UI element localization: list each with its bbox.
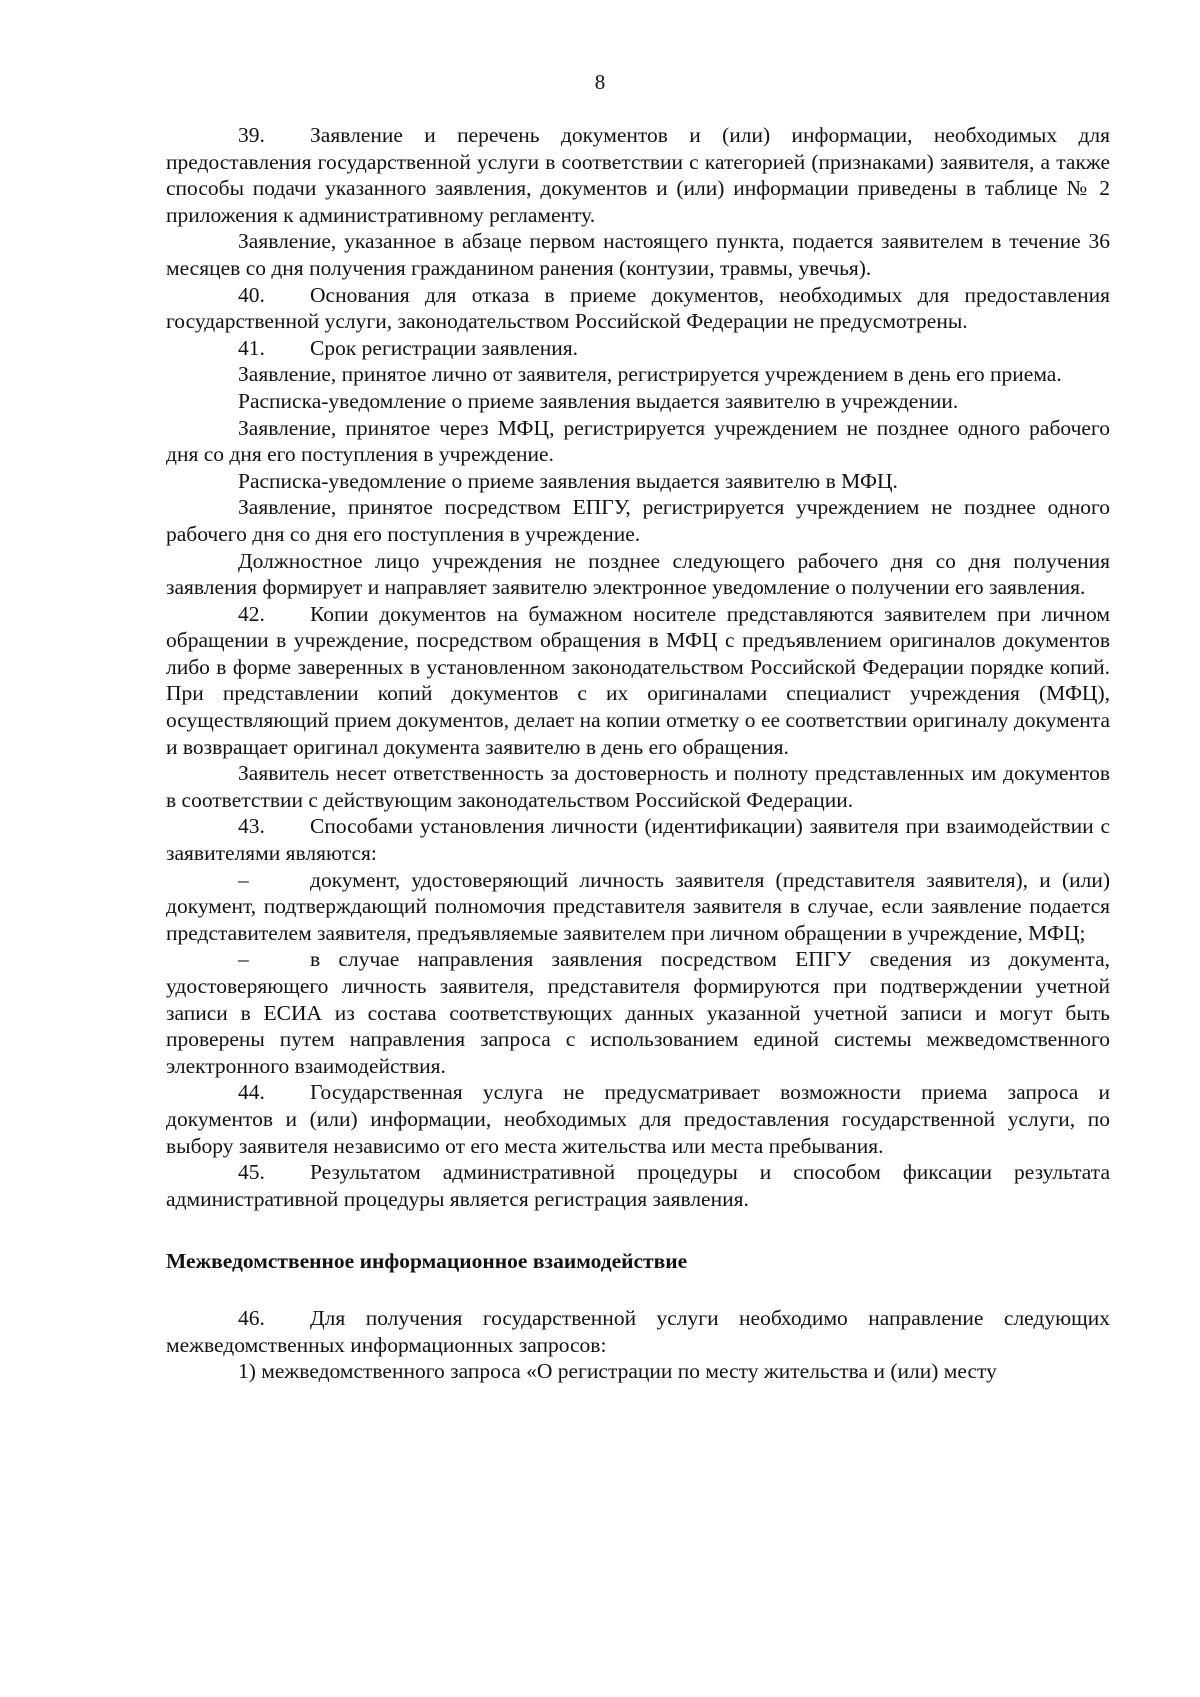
paragraph-44 xyxy=(166,1079,1110,1159)
paragraph-text: в случае направления заявления посредством ЕПГУ сведения из документа, удостоверяющего личность заявителя, представителя формируются при подтверждении учетной записи в ЕСИА из состава соответствующих данных указанной учетной записи и могут быть проверены путем направления запроса с использованием единой системы межведомственного электронного взаимодействия. xyxy=(166,947,1110,1078)
paragraph xyxy=(166,494,1110,547)
section-heading: Межведомственное информационное взаимодействие xyxy=(166,1249,688,1274)
item-number: 41. xyxy=(238,335,265,360)
paragraph xyxy=(166,228,1110,281)
list-item xyxy=(166,867,1110,947)
paragraph-40 xyxy=(166,282,1110,335)
paragraph-text: Должностное лицо учреждения не позднее следующего рабочего дня со дня получения заявления формирует и направляет заявителю электронное уведомление о получении его заявления. xyxy=(166,548,1110,600)
paragraph-45 xyxy=(166,1159,1110,1212)
paragraph-text: Заявление, принятое посредством ЕПГУ, регистрируется учреждением не позднее одного рабочего дня со дня его поступления в учреждение. xyxy=(166,495,1110,546)
item-number: 46. xyxy=(238,1305,265,1330)
paragraph-41 xyxy=(166,335,1110,362)
paragraph xyxy=(166,548,1110,601)
paragraph-39 xyxy=(166,122,1110,228)
paragraph-46 xyxy=(166,1305,1110,1358)
item-number: 42. xyxy=(238,601,265,626)
paragraph-text: Заявление и перечень документов и (или) информации, необходимых для предоставления государственной услуги в соответствии с категорией (признаками) заявителя, а также способы подачи указанного заявления, документов и (или) информации приведены в таблице № 2 приложения к административному регламенту. xyxy=(166,123,1110,227)
paragraph-text: Заявитель несет ответственность за достоверность и полноту представленных им документов в соответствии с действующим законодательством Российской Федерации. xyxy=(166,761,1110,812)
item-number: 44. xyxy=(238,1080,265,1105)
paragraph xyxy=(166,1358,1110,1385)
list-item xyxy=(166,946,1110,1079)
paragraph-text: Расписка-уведомление о приеме заявления выдается заявителю в учреждении. xyxy=(238,388,959,413)
paragraph xyxy=(166,468,1110,495)
paragraph-text: Способами установления личности (идентификации) заявителя при взаимодействии с заявителями являются: xyxy=(166,814,1110,866)
paragraph-text: Для получения государственной услуги необходимо направление следующих межведомственных информационных запросов: xyxy=(166,1305,1110,1357)
paragraph-text: Заявление, принятое лично от заявителя, регистрируется учреждением в день его приема. xyxy=(238,362,1062,387)
document-body xyxy=(166,122,1110,1385)
paragraph-text: Государственная услуга не предусматривает возможности приема запроса и документов и (или) информации, необходимых для предоставления государственной услуги, по выбору заявителя независимо от его места жительства или места пребывания. xyxy=(166,1080,1110,1158)
paragraph-text: Основания для отказа в приеме документов, необходимых для предоставления государственной услуги, законодательством Российской Федерации не предусмотрены. xyxy=(166,282,1110,334)
dash-marker: – xyxy=(238,867,249,892)
item-number: 40. xyxy=(238,282,265,307)
item-number: 39. xyxy=(238,123,265,147)
paragraph xyxy=(166,760,1110,813)
paragraph-text: Заявление, принятое через МФЦ, регистрируется учреждением не позднее одного рабочего дня со дня его поступления в учреждение. xyxy=(166,415,1110,467)
paragraph-42 xyxy=(166,601,1110,761)
paragraph xyxy=(166,388,1110,415)
paragraph-text: Срок регистрации заявления. xyxy=(310,335,579,360)
item-number: 43. xyxy=(238,814,265,839)
paragraph xyxy=(166,361,1110,388)
paragraph xyxy=(166,415,1110,468)
paragraph-text: Заявление, указанное в абзаце первом настоящего пункта, подается заявителем в течение 36 месяцев со дня получения гражданином ранения (контузии, травмы, увечья). xyxy=(166,229,1110,280)
paragraph-text: Расписка-уведомление о приеме заявления выдается заявителю в МФЦ. xyxy=(238,468,898,493)
item-number: 45. xyxy=(238,1160,265,1185)
paragraph-text: 1) межведомственного запроса «О регистрации по месту жительства и (или) месту xyxy=(238,1359,997,1384)
paragraph-43 xyxy=(166,813,1110,866)
paragraph-text: Копии документов на бумажном носителе представляются заявителем при личном обращении в учреждение, посредством обращения в МФЦ с предъявлением оригиналов документов либо в форме заверенных в установленном законодательством Российской Федерации порядке копий. При представлении копий документов с их оригиналами специалист учреждения (МФЦ), осуществляющий прием документов, делает на копии отметку о ее соответствии оригиналу документа и возвращает оригинал документа заявителю в день его обращения. xyxy=(166,601,1110,759)
dash-marker: – xyxy=(238,947,249,972)
paragraph-text: документ, удостоверяющий личность заявителя (представителя заявителя), и (или) документ, подтверждающий полномочия представителя заявителя в случае, если заявление подается представителем заявителя, предъявляемые заявителем при личном обращении в учреждение, МФЦ; xyxy=(166,867,1110,945)
paragraph-text: Результатом административной процедуры и способом фиксации результата административной процедуры является регистрация заявления. xyxy=(166,1160,1110,1211)
page-number: 8 xyxy=(594,70,606,94)
